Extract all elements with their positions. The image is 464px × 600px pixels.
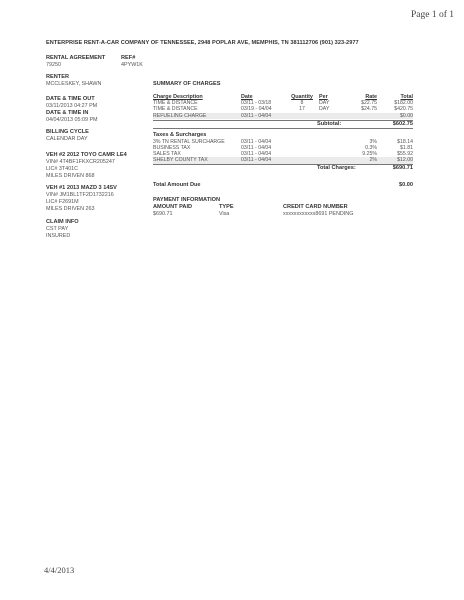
tax-desc: SALES TAX — [153, 151, 181, 158]
charge-date: 03/11 - 03/18 — [241, 100, 272, 107]
total-amount-due-row — [153, 182, 413, 188]
subtotal-value: $602.75 — [392, 120, 413, 127]
payment-type-label: TYPE — [219, 204, 234, 210]
renter-label: RENTER — [46, 74, 69, 80]
charge-desc: REFUELING CHARGE — [153, 112, 207, 119]
tax-rate: 2% — [369, 157, 377, 164]
total-amount-due-label: Total Amount Due — [153, 182, 201, 188]
taxes-title: Taxes & Surcharges — [153, 131, 207, 138]
tax-desc: SHELBY COUNTY TAX — [153, 157, 208, 164]
total-charges-row — [153, 164, 413, 172]
credit-card-value: xxxxxxxxxxxx8691 PENDING — [283, 211, 354, 217]
vehicle-1-label: VEH #1 2013 MAZD 3 14SV — [46, 185, 117, 191]
subtotal-label: Subtotal: — [317, 120, 342, 127]
charge-date: 03/19 - 04/04 — [241, 106, 272, 113]
vehicle-2-lic: LIC# 3T401C — [46, 166, 79, 172]
vehicle-2-vin: VIN# 4T4BF1FKXCR205247 — [46, 159, 115, 165]
tax-rate: 0.3% — [365, 144, 377, 151]
subtotal-row — [153, 120, 413, 129]
vehicle-2-label: VEH #2 2012 TOYO CAMR LE4 — [46, 152, 127, 158]
credit-card-label: CREDIT CARD NUMBER — [283, 204, 348, 210]
billing-cycle-block — [46, 129, 89, 143]
summary-of-charges — [153, 81, 413, 171]
footer-date: 4/4/2013 — [44, 565, 75, 575]
charge-rate — [337, 113, 377, 119]
vehicle-1-vin: VIN# JM1BL1TF2D1732216 — [46, 192, 114, 198]
date-time-in-value: 04/04/2013 05:09 PM — [46, 117, 98, 123]
charge-per — [315, 113, 337, 119]
col-header-quantity: Quantity — [291, 94, 313, 100]
total-charges-label: Total Charges: — [317, 164, 356, 171]
rental-agreement-label: RENTAL AGREEMENT — [46, 55, 106, 61]
total-amount-due-value: $0.00 — [399, 182, 413, 188]
tax-total: $18.14 — [397, 138, 413, 145]
tax-total: $55.92 — [397, 151, 413, 158]
charge-qty: 8 — [300, 100, 304, 107]
ref-value: 4PYW1K — [121, 62, 143, 68]
charge-total: $420.75 — [394, 106, 413, 113]
col-header-date: Date — [241, 94, 253, 100]
charge-desc: TIME & DISTANCE — [153, 106, 198, 113]
vehicle-1-miles: MILES DRIVEN 263 — [46, 206, 95, 212]
vehicle-1-block — [46, 185, 117, 213]
claim-info-line-1: CST PAY — [46, 226, 69, 232]
billing-cycle-label: BILLING CYCLE — [46, 129, 89, 135]
renter-block — [46, 74, 101, 88]
claim-info-block — [46, 219, 79, 240]
tax-date: 03/11 - 04/04 — [241, 144, 272, 151]
vehicle-2-miles: MILES DRIVEN 868 — [46, 173, 95, 179]
charge-total: $182.00 — [394, 100, 413, 107]
vehicle-2-block — [46, 152, 127, 180]
tax-rate: 9.25% — [362, 151, 377, 158]
claim-info-line-2: INSURED — [46, 233, 71, 239]
payment-type-value: Visa — [219, 211, 230, 217]
col-header-rate: Rate — [365, 94, 377, 100]
col-header-per: Per — [319, 94, 328, 100]
date-time-in-label: DATE & TIME IN — [46, 110, 89, 116]
tax-desc: BUSINESS TAX — [153, 144, 191, 151]
payment-information — [153, 197, 413, 218]
charge-date: 03/11 - 04/04 — [241, 112, 272, 119]
tax-date: 03/11 - 04/04 — [241, 151, 272, 158]
payment-title: PAYMENT INFORMATION — [153, 197, 221, 203]
tax-date: 03/11 - 04/04 — [241, 138, 272, 145]
charge-per: DAY — [319, 106, 330, 113]
charge-per: DAY — [319, 100, 330, 107]
charges-table — [153, 94, 413, 172]
rental-agreement-value: 79250 — [46, 62, 61, 68]
page-number: Page 1 of 1 — [410, 10, 454, 20]
payment-values-row — [153, 211, 413, 218]
claim-info-label: CLAIM INFO — [46, 219, 79, 225]
amount-paid-label: AMOUNT PAID — [153, 204, 193, 210]
tax-row — [153, 157, 413, 163]
tax-date: 03/11 - 04/04 — [241, 157, 272, 164]
date-time-block — [46, 96, 98, 124]
charge-desc: TIME & DISTANCE — [153, 100, 198, 107]
vehicle-1-lic: LIC# F2691M — [46, 199, 79, 205]
charge-qty — [289, 113, 315, 119]
tax-total: $1.81 — [400, 144, 413, 151]
date-time-out-value: 03/11/2013 04:27 PM — [46, 103, 98, 109]
payment-header-row — [153, 204, 413, 211]
charge-row — [153, 113, 413, 119]
charge-rate: $22.75 — [361, 100, 377, 107]
tax-total: $12.00 — [397, 157, 413, 164]
ref-label: REF# — [121, 55, 136, 61]
billing-cycle-value: CALENDAR DAY — [46, 136, 88, 142]
date-time-out-label: DATE & TIME OUT — [46, 96, 95, 102]
total-charges-value: $690.71 — [392, 164, 413, 171]
col-header-total: Total — [400, 94, 413, 100]
company-header: ENTERPRISE RENT-A-CAR COMPANY OF TENNESSEE, 2948 POPLAR AVE, MEMPHIS, TN 381112706 (901) 323-2977 — [46, 40, 359, 46]
tax-rate: 3% — [369, 138, 377, 145]
summary-title: SUMMARY OF CHARGES — [153, 81, 221, 87]
charge-rate: $24.75 — [361, 106, 377, 113]
tax-desc: 3% TN RENTAL SURCHARGE — [153, 138, 225, 145]
amount-paid-value: $690.71 — [153, 211, 173, 217]
renter-value: MCCLESKEY, SHAWN — [46, 81, 102, 87]
rental-agreement-block — [46, 55, 143, 69]
col-header-description: Charge Description — [153, 94, 203, 100]
charge-qty: 17 — [299, 106, 305, 113]
charge-total: $0.00 — [400, 112, 413, 119]
